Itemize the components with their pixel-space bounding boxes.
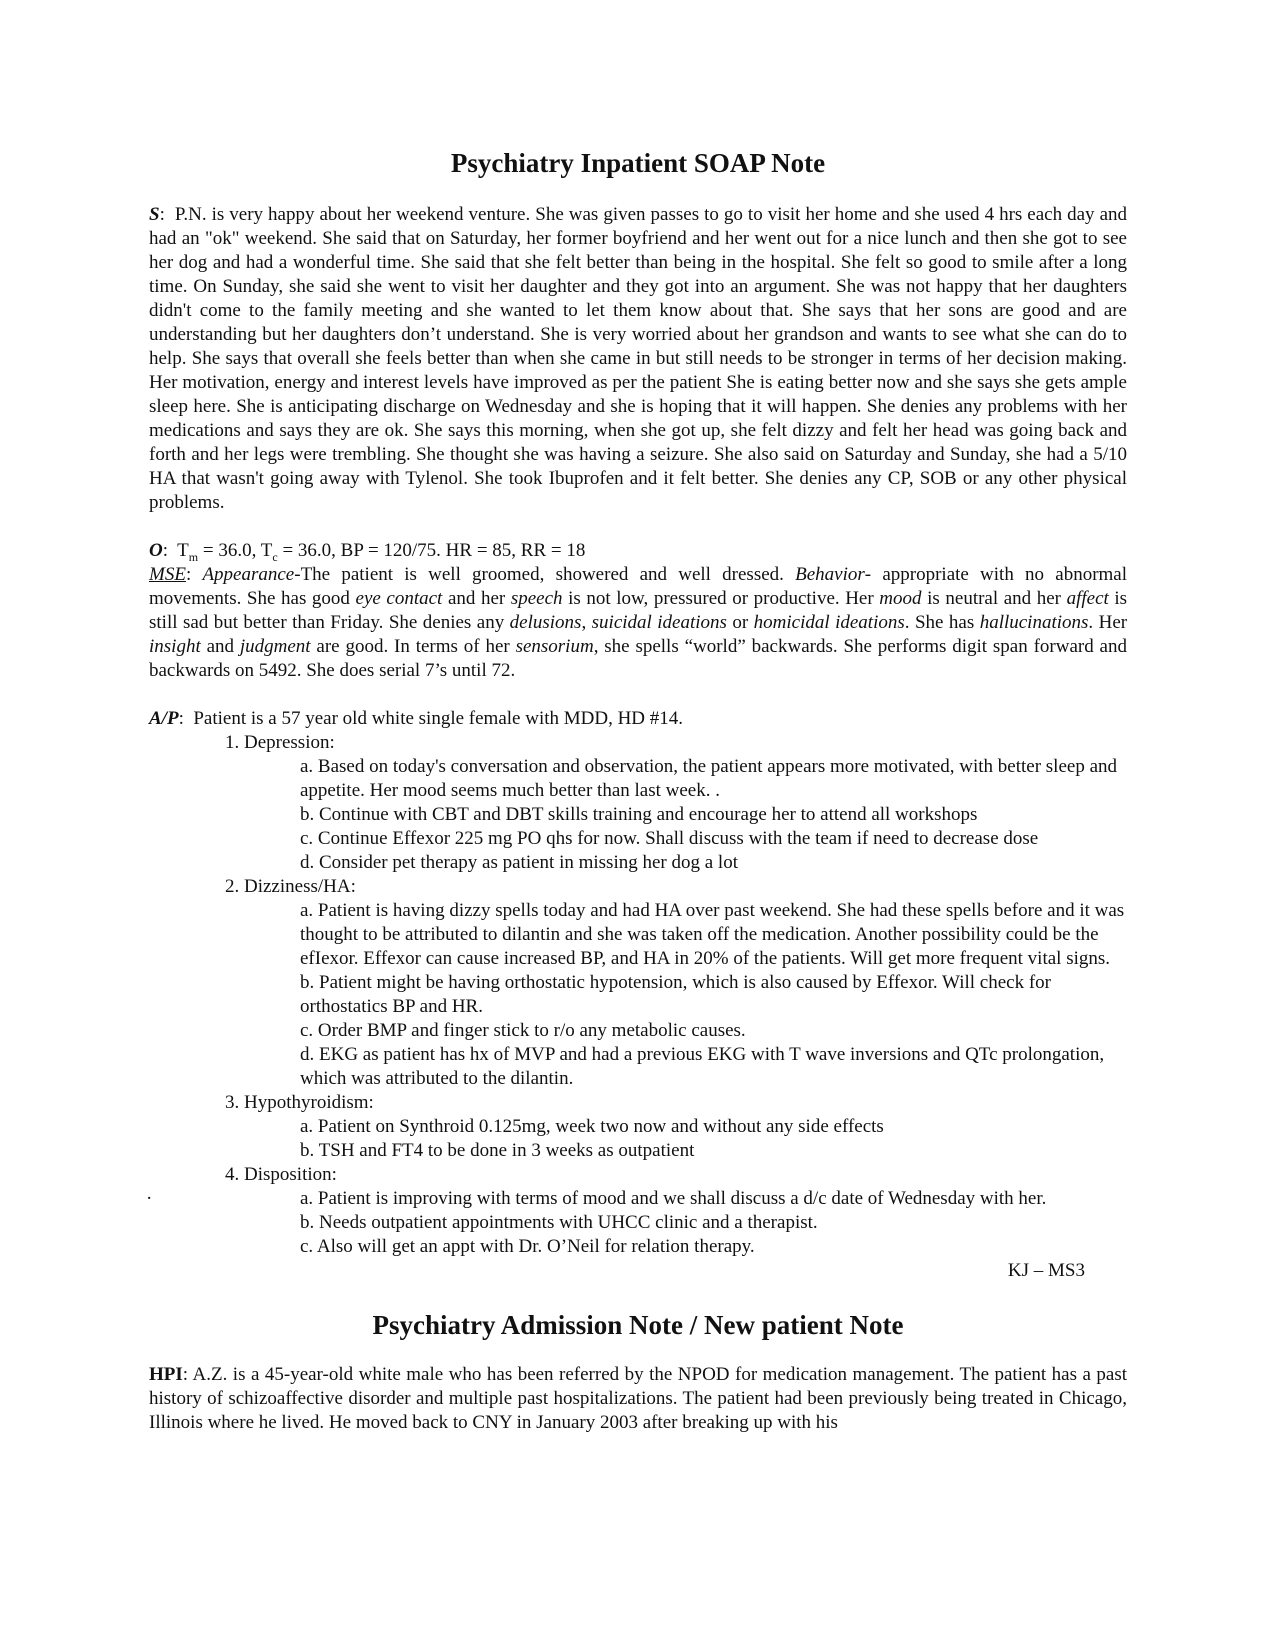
plan-item: c. Order BMP and finger stick to r/o any metabolic causes. <box>300 1020 746 1041</box>
plan-item: c. Also will get an appt with Dr. O’Neil for relation therapy. <box>300 1236 755 1257</box>
assessment-plan-label: A/P <box>149 708 179 729</box>
hpi-label: HPI <box>149 1364 183 1385</box>
problem-heading: 3. Hypothyroidism: <box>225 1092 374 1113</box>
problem-items <box>149 755 1127 875</box>
plan-item: a. Patient is improving with terms of mood and we shall discuss a d/c date of Wednesday with her. <box>300 1188 1047 1209</box>
mse-label: MSE <box>149 564 186 585</box>
plan-item: c. Continue Effexor 225 mg PO qhs for now. Shall discuss with the team if need to decrease dose <box>300 828 1039 849</box>
plan-item: a. Patient is having dizzy spells today and had HA over past weekend. She had these spells before and it was thought to be attributed to dilantin and she was taken off the medication. Another possibility could be the efIexor. Effexor can cause increased BP, and HA in 20% of the patients. Will get more frequent vital signs. <box>300 900 1125 969</box>
problem-items <box>149 1115 1127 1163</box>
objective-label: O <box>149 540 163 561</box>
problem-heading: 1. Depression: <box>225 732 335 753</box>
plan-item: b. Continue with CBT and DBT skills training and encourage her to attend all workshops <box>300 804 978 825</box>
mse-section: MSE: Appearance-The patient is well groomed, showered and well dressed. Behavior- appropriate with no abnormal movements. She has good eye contact and her speech is not low, pressured or productive. Her mood is neutral and her affect is still sad but better than Friday. She denies any delusions, suicidal ideations or homicidal ideations. She has hallucinations. Her insight and judgment are good. In terms of her sensorium, she spells “world” backwards. She performs digit span forward and backwards on 5492. She does serial 7’s until 72. <box>149 564 1128 681</box>
problem-items <box>146 1187 1127 1259</box>
signature: KJ – MS3 <box>1007 1260 1085 1281</box>
subjective-section: S: P.N. is very happy about her weekend venture. She was given passes to go to visit her home and she used 4 hrs each day and had an "ok" weekend. She said that on Saturday, her former boyfriend and her went out for a nice lunch and then she got to see her dog and had a wonderful time. She said that she felt better than being in the hospital. She felt so good to smile after a long time. On Sunday, she said she went to visit her daughter and they got into an argument. She was not happy that her daughters didn't come to the family meeting and she wanted to let them know about that. She says that her sons are good and are understanding but her daughters don’t understand. She is very worried about her grandson and wants to see what she can do to help. She says that overall she feels better than when she came in but still needs to be stronger in terms of her decision making. Her motivation, energy and interest levels have improved as per the patient She is eating better now and she says she gets ample sleep here. She is anticipating discharge on Wednesday and she is hoping that it will happen. She denies any problems with her medications and says they are ok. She says this morning, when she got up, she felt dizzy and felt her head was going back and forth and her legs were trembling. She thought she was having a seizure. She also said on Saturday and Sunday, she had a 5/10 HA that wasn't going away with Tylenol. She took Ibuprofen and it felt better. She denies any CP, SOB or any other physical problems. <box>149 204 1128 513</box>
objective-vitals: O: $T_m = 36.0$, $T_c = 36.0$, BP = 120/75. HR = 85, RR = 18 <box>149 540 586 564</box>
problem-heading: 4. Disposition: <box>225 1164 337 1185</box>
plan-item: d. EKG as patient has hx of MVP and had a previous EKG with T wave inversions and QTc prolongation, which was attributed to the dilantin. <box>300 1044 1105 1089</box>
plan-item: b. Patient might be having orthostatic hypotension, which is also caused by Effexor. Will check for orthostatics BP and HR. <box>300 972 1051 1017</box>
assessment-plan-intro: A/P: Patient is a 57 year old white single female with MDD, HD #14. <box>149 708 684 729</box>
subjective-label: S <box>149 204 160 225</box>
admission-note-title: Psychiatry Admission Note / New patient Note <box>372 1310 904 1340</box>
hpi-text: A.Z. is a 45-year-old white male who has been referred by the NPOD for medication management. The patient has a past history of schizoaffective disorder and multiple past hospitalizations. The patient had been previously being treated in Chicago, Illinois where he lived. He moved back to CNY in January 2003 after breaking up with his <box>149 1364 1128 1433</box>
plan-item: d. Consider pet therapy as patient in missing her dog a lot <box>300 852 738 873</box>
document-content <box>146 145 1128 1435</box>
plan-item: b. TSH and FT4 to be done in 3 weeks as outpatient <box>300 1140 695 1161</box>
hpi-section: HPI: A.Z. is a 45-year-old white male who has been referred by the NPOD for medication management. The patient has a past history of schizoaffective disorder and multiple past hospitalizations. The patient had been previously being treated in Chicago, Illinois where he lived. He moved back to CNY in January 2003 after breaking up with his <box>149 1364 1128 1433</box>
problem-heading: 2. Dizziness/HA: <box>225 876 356 897</box>
subjective-text: P.N. is very happy about her weekend venture. She was given passes to go to visit her home and she used 4 hrs each day and had an "ok" weekend. She said that on Saturday, her former boyfriend and her went out for a nice lunch and then she got to see her dog and had a wonderful time. She said that she felt better than being in the hospital. She felt so good to smile after a long time. On Sunday, she said she went to visit her daughter and they got into an argument. She was not happy that her daughters didn't come to the family meeting and she wanted to let them know about that. She says that her sons are good and are understanding but her daughters don’t understand. She is very worried about her grandson and wants to see what she can do to help. She says that overall she feels better than when she came in but still needs to be stronger in terms of her decision making. Her motivation, energy and interest levels have improved as per the patient She is eating better now and she says she gets ample sleep here. She is anticipating discharge on Wednesday and she is hoping that it will happen. She denies any problems with her medications and says they are ok. She says this morning, when she got up, she felt dizzy and felt her head was going back and forth and her legs were trembling. She thought she was having a seizure. She also said on Saturday and Sunday, she had a 5/10 HA that wasn't going away with Tylenol. She took Ibuprofen and it felt better. She denies any CP, SOB or any other physical problems. <box>149 204 1128 513</box>
soap-note-title: Psychiatry Inpatient SOAP Note <box>450 148 826 178</box>
plan-item: a. Patient on Synthroid 0.125mg, week two now and without any side effects <box>300 1116 884 1137</box>
problem-items <box>149 899 1127 1091</box>
plan-item: a. Based on today's conversation and observation, the patient appears more motivated, with better sleep and appetite. Her mood seems much better than last week. . <box>300 756 1118 801</box>
plan-item: b. Needs outpatient appointments with UHCC clinic and a therapist. <box>300 1212 818 1233</box>
stray-mark: · <box>146 1188 153 1209</box>
